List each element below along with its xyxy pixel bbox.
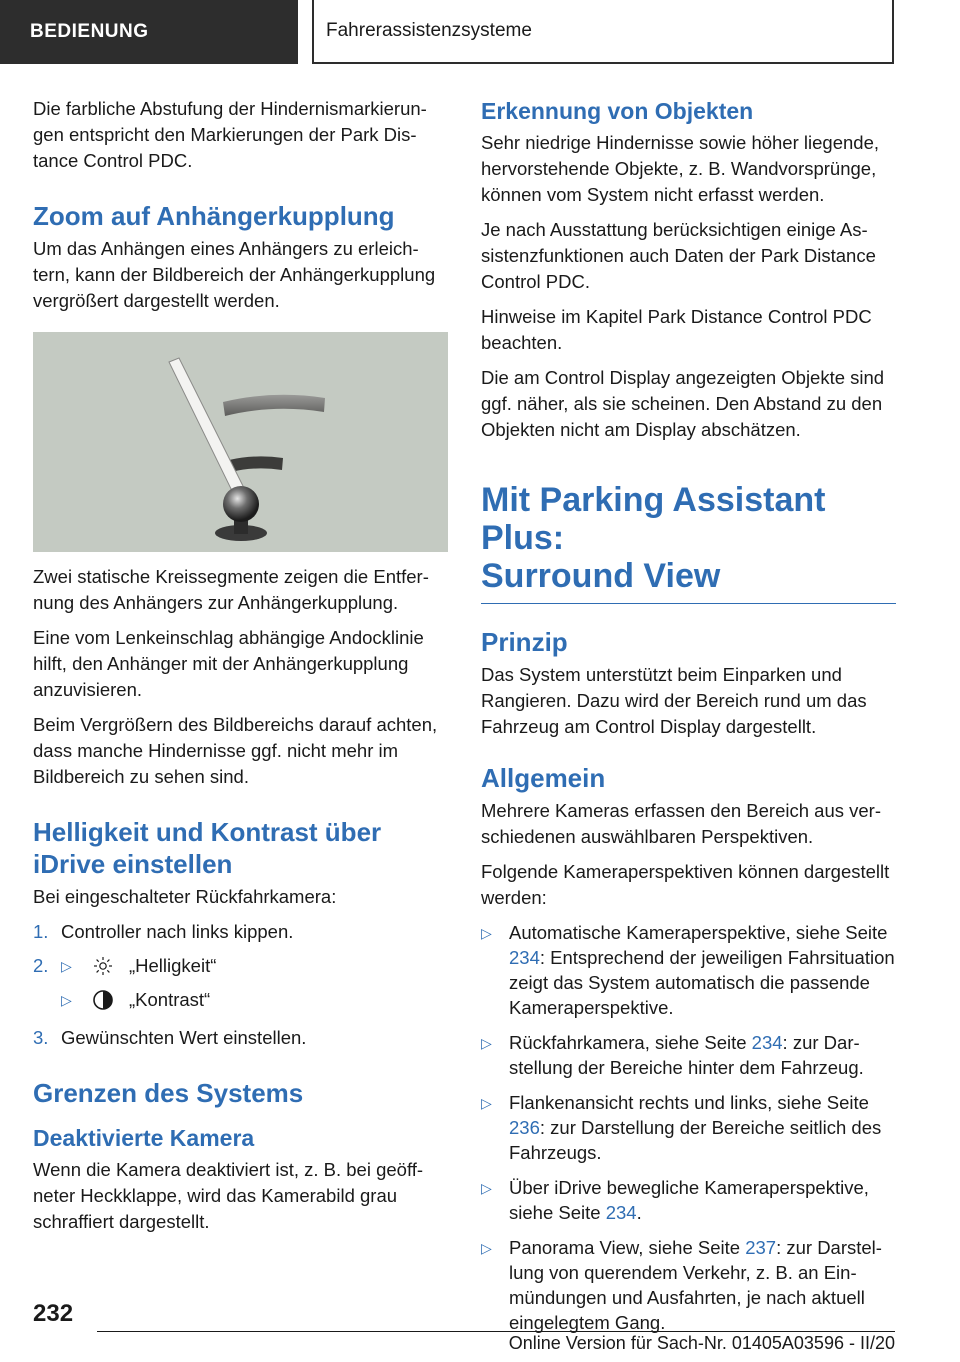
page-link[interactable]: 234: [751, 1032, 783, 1053]
sun-icon: [89, 956, 117, 976]
triangle-right-icon: ▷: [481, 1180, 492, 1196]
step-number: 2.: [33, 955, 49, 976]
principle-paragraph: Das System unterstützt beim Einparken und Rangieren. Dazu wird der Bereich rund um das Fahrzeug am Control Display dargestellt.: [481, 664, 867, 737]
camera-off-paragraph: Wenn die Kamera deaktiviert ist, z. B. bei geöffneter Heckklappe, wird das Kamerabild grau schraffiert dargestellt.: [33, 1159, 424, 1232]
general-heading: Allgemein: [481, 763, 606, 793]
far-segment: [223, 395, 325, 416]
left-column: [33, 96, 448, 1244]
general-paragraph-2: Folgende Kameraperspektiven können dargestellt werden:: [481, 861, 890, 908]
page-number: 232: [33, 1300, 74, 1327]
camera-perspective-list: [481, 920, 896, 1335]
contrast-label: „Kontrast“: [129, 989, 211, 1010]
triangle-right-icon: ▷: [481, 1035, 492, 1051]
step-1: [33, 919, 448, 945]
step-text: Gewünschten Wert einstellen.: [61, 1027, 307, 1048]
step-number: 1.: [33, 921, 49, 942]
principle-heading: Prinzip: [481, 627, 568, 657]
trailer-hitch-illustration: [33, 332, 448, 552]
docking-paragraph: Eine vom Lenkeinschlag abhängige Andocklinie hilft, den Anhänger mit der Anhängerkupplung anzuvisieren.: [33, 627, 424, 700]
contrast-icon: [89, 989, 117, 1011]
brightness-intro: Bei eingeschalteter Rückfahrkamera:: [33, 886, 337, 907]
zoom-heading: Zoom auf Anhängerkupplung: [33, 201, 395, 231]
brightness-option: [61, 953, 216, 979]
step-number: 3.: [33, 1027, 49, 1048]
zoom-warning-paragraph: Beim Vergrößern des Bildbereichs darauf achten, dass manche Hindernisse ggf. nicht mehr im Bildbereich zu sehen sind.: [33, 714, 438, 787]
detection-paragraph-3: Hinweise im Kapitel Park Distance Control PDC beachten.: [481, 306, 872, 353]
triangle-right-icon: ▷: [481, 1095, 492, 1111]
list-item: ▷ Über iDrive bewegliche Kameraperspektive, siehe Seite 234.: [481, 1177, 869, 1223]
list-item: ▷ Flankenansicht rechts und links, siehe Seite 236: zur Darstellung der Bereiche seitlich des Fahrzeugs.: [481, 1092, 882, 1163]
surround-view-heading-line1: Mit Parking Assistant Plus:: [481, 481, 826, 557]
triangle-right-icon: ▷: [61, 958, 72, 974]
contrast-option: [61, 987, 216, 1013]
list-item: ▷ Rückfahrkamera, siehe Seite 234: zur Darstellung der Bereiche hinter dem Fahrzeug.: [481, 1032, 864, 1078]
triangle-right-icon: ▷: [481, 1240, 492, 1256]
docking-line: [169, 358, 246, 497]
detection-paragraph-4: Die am Control Display angezeigten Objekte sind ggf. näher, als sie scheinen. Den Abstand zu den Objekten nicht am Display abschätzen.: [481, 367, 885, 440]
brightness-heading: Helligkeit und Kontrast über iDrive einstellen: [33, 817, 382, 879]
list-item: ▷ Panorama View, siehe Seite 237: zur Darstellung von querendem Verkehr, z. B. an Einmündungen und Ausfahrten, je nach aktuell eingelegtem Gang.: [481, 1237, 882, 1333]
page-header: [0, 0, 960, 66]
detection-heading: Erkennung von Objekten: [481, 98, 754, 124]
list-item: ▷ Automatische Kameraperspektive, siehe Seite 234: Entsprechend der jeweiligen Fahrsituation zeigt das System automatisch die passende Kameraperspektive.: [481, 922, 895, 1018]
chapter-title: Fahrerassistenzsysteme: [312, 0, 894, 64]
step-2: [33, 953, 448, 1021]
intro-paragraph: Die farbliche Abstufung der Hindernismarkierungen entspricht den Markierungen der Park Distance Control PDC.: [33, 98, 427, 171]
triangle-right-icon: ▷: [61, 992, 72, 1008]
detection-paragraph-1: Sehr niedrige Hindernisse sowie höher liegende, hervorstehende Objekte, z. B. Wandvorsprünge, können vom System nicht erfasst werden.: [481, 132, 879, 205]
segments-paragraph: Zwei statische Kreissegmente zeigen die Entfernung des Anhängers zur Anhängerkupplung.: [33, 566, 429, 613]
general-paragraph-1: Mehrere Kameras erfassen den Bereich aus verschiedenen auswählbaren Perspektiven.: [481, 800, 882, 847]
page-link[interactable]: 237: [745, 1237, 777, 1258]
zoom-paragraph: Um das Anhängen eines Anhängers zu erleichtern, kann der Bildbereich der Anhängerkupplung vergrößert dargestellt werden.: [33, 238, 436, 311]
brightness-label: „Helligkeit“: [129, 955, 217, 976]
page-link[interactable]: 234: [509, 947, 540, 968]
near-segment: [229, 456, 283, 472]
step-text: Controller nach links kippen.: [61, 921, 294, 942]
section-title: BEDIENUNG: [0, 0, 298, 64]
footer-version-text: Online Version für Sach-Nr. 01405A03596 - II/20: [508, 1333, 895, 1353]
step-3: [33, 1025, 448, 1051]
surround-view-heading-line2: Surround View: [481, 557, 721, 595]
step-2-options: [61, 953, 216, 1021]
limits-heading: Grenzen des Systems: [33, 1078, 304, 1108]
camera-off-heading: Deaktivierte Kamera: [33, 1125, 255, 1151]
detection-paragraph-2: Je nach Ausstattung berücksichtigen einige Assistenzfunktionen auch Daten der Park Distance Control PDC.: [481, 219, 876, 292]
triangle-right-icon: ▷: [481, 925, 492, 941]
hitch-graphic: [33, 332, 448, 552]
hitch-ball: [223, 486, 259, 522]
page-link[interactable]: 234: [605, 1202, 637, 1223]
right-column: [481, 96, 896, 1345]
footer-divider: [97, 1331, 895, 1332]
surround-view-heading: [481, 481, 896, 604]
page-link[interactable]: 236: [509, 1117, 540, 1138]
